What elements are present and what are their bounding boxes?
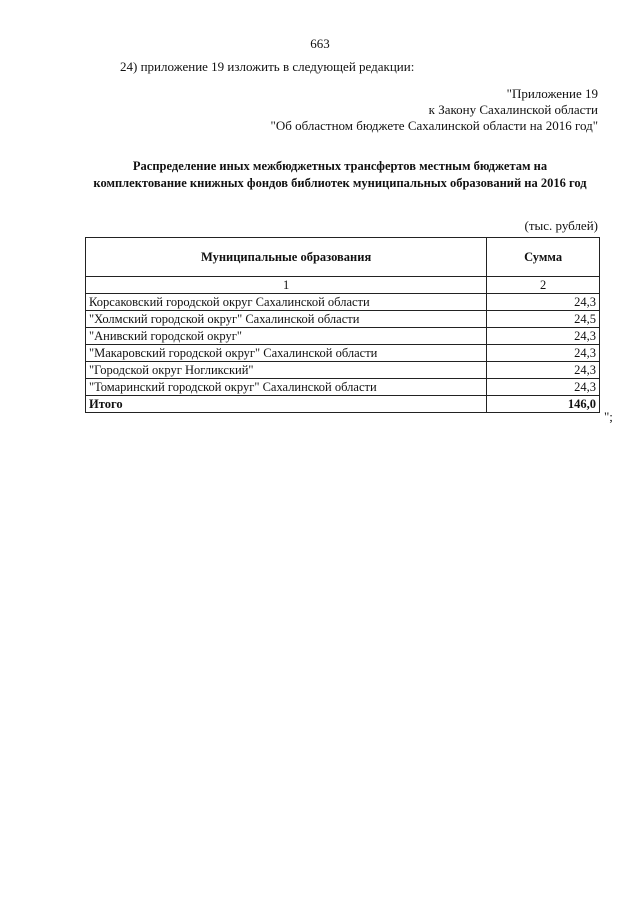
column-number: 1 <box>86 277 487 294</box>
amendment-intro: 24) приложение 19 изложить в следующей редакции: <box>120 59 415 74</box>
unit-label: (тыс. рублей) <box>524 218 598 233</box>
table-row <box>86 379 600 396</box>
table-row <box>86 311 600 328</box>
amount-cell: 24,3 <box>487 294 600 311</box>
appendix-heading <box>271 86 598 134</box>
appendix-heading-line: "Приложение 19 <box>506 86 598 101</box>
document-title-line: комплектование книжных фондов библиотек муниципальных образований на 2016 год <box>93 176 587 190</box>
total-amount: 146,0 <box>487 396 600 413</box>
appendix-heading-line: "Об областном бюджете Сахалинской области на 2016 год" <box>270 118 598 133</box>
column-number: 2 <box>487 277 600 294</box>
table-row <box>86 345 600 362</box>
total-label: Итого <box>86 396 487 413</box>
column-header-sum: Сумма <box>487 238 600 277</box>
municipality-name: "Томаринский городской округ" Сахалинской области <box>86 379 487 396</box>
table-header-row <box>86 238 600 277</box>
appendix-heading-line: к Закону Сахалинской области <box>428 102 598 117</box>
municipality-name: "Анивский городской округ" <box>86 328 487 345</box>
column-numbering-row <box>86 277 600 294</box>
page-number: 663 <box>310 36 330 51</box>
amount-cell: 24,3 <box>487 379 600 396</box>
total-row <box>86 396 600 413</box>
table-row <box>86 294 600 311</box>
municipality-name: "Холмский городской округ" Сахалинской области <box>86 311 487 328</box>
table-row <box>86 328 600 345</box>
municipality-name: Корсаковский городской округ Сахалинской области <box>86 294 487 311</box>
amount-cell: 24,3 <box>487 362 600 379</box>
amount-cell: 24,3 <box>487 328 600 345</box>
document-title-line: Распределение иных межбюджетных трансфертов местным бюджетам на <box>132 159 548 173</box>
column-header-municipalities: Муниципальные образования <box>86 238 487 277</box>
document-title <box>70 158 610 192</box>
distribution-table <box>85 237 600 413</box>
amount-cell: 24,5 <box>487 311 600 328</box>
table-row <box>86 362 600 379</box>
closing-quote-mark: "; <box>604 409 613 424</box>
municipality-name: "Городской округ Ногликский" <box>86 362 487 379</box>
municipality-name: "Макаровский городской округ" Сахалинской области <box>86 345 487 362</box>
amount-cell: 24,3 <box>487 345 600 362</box>
